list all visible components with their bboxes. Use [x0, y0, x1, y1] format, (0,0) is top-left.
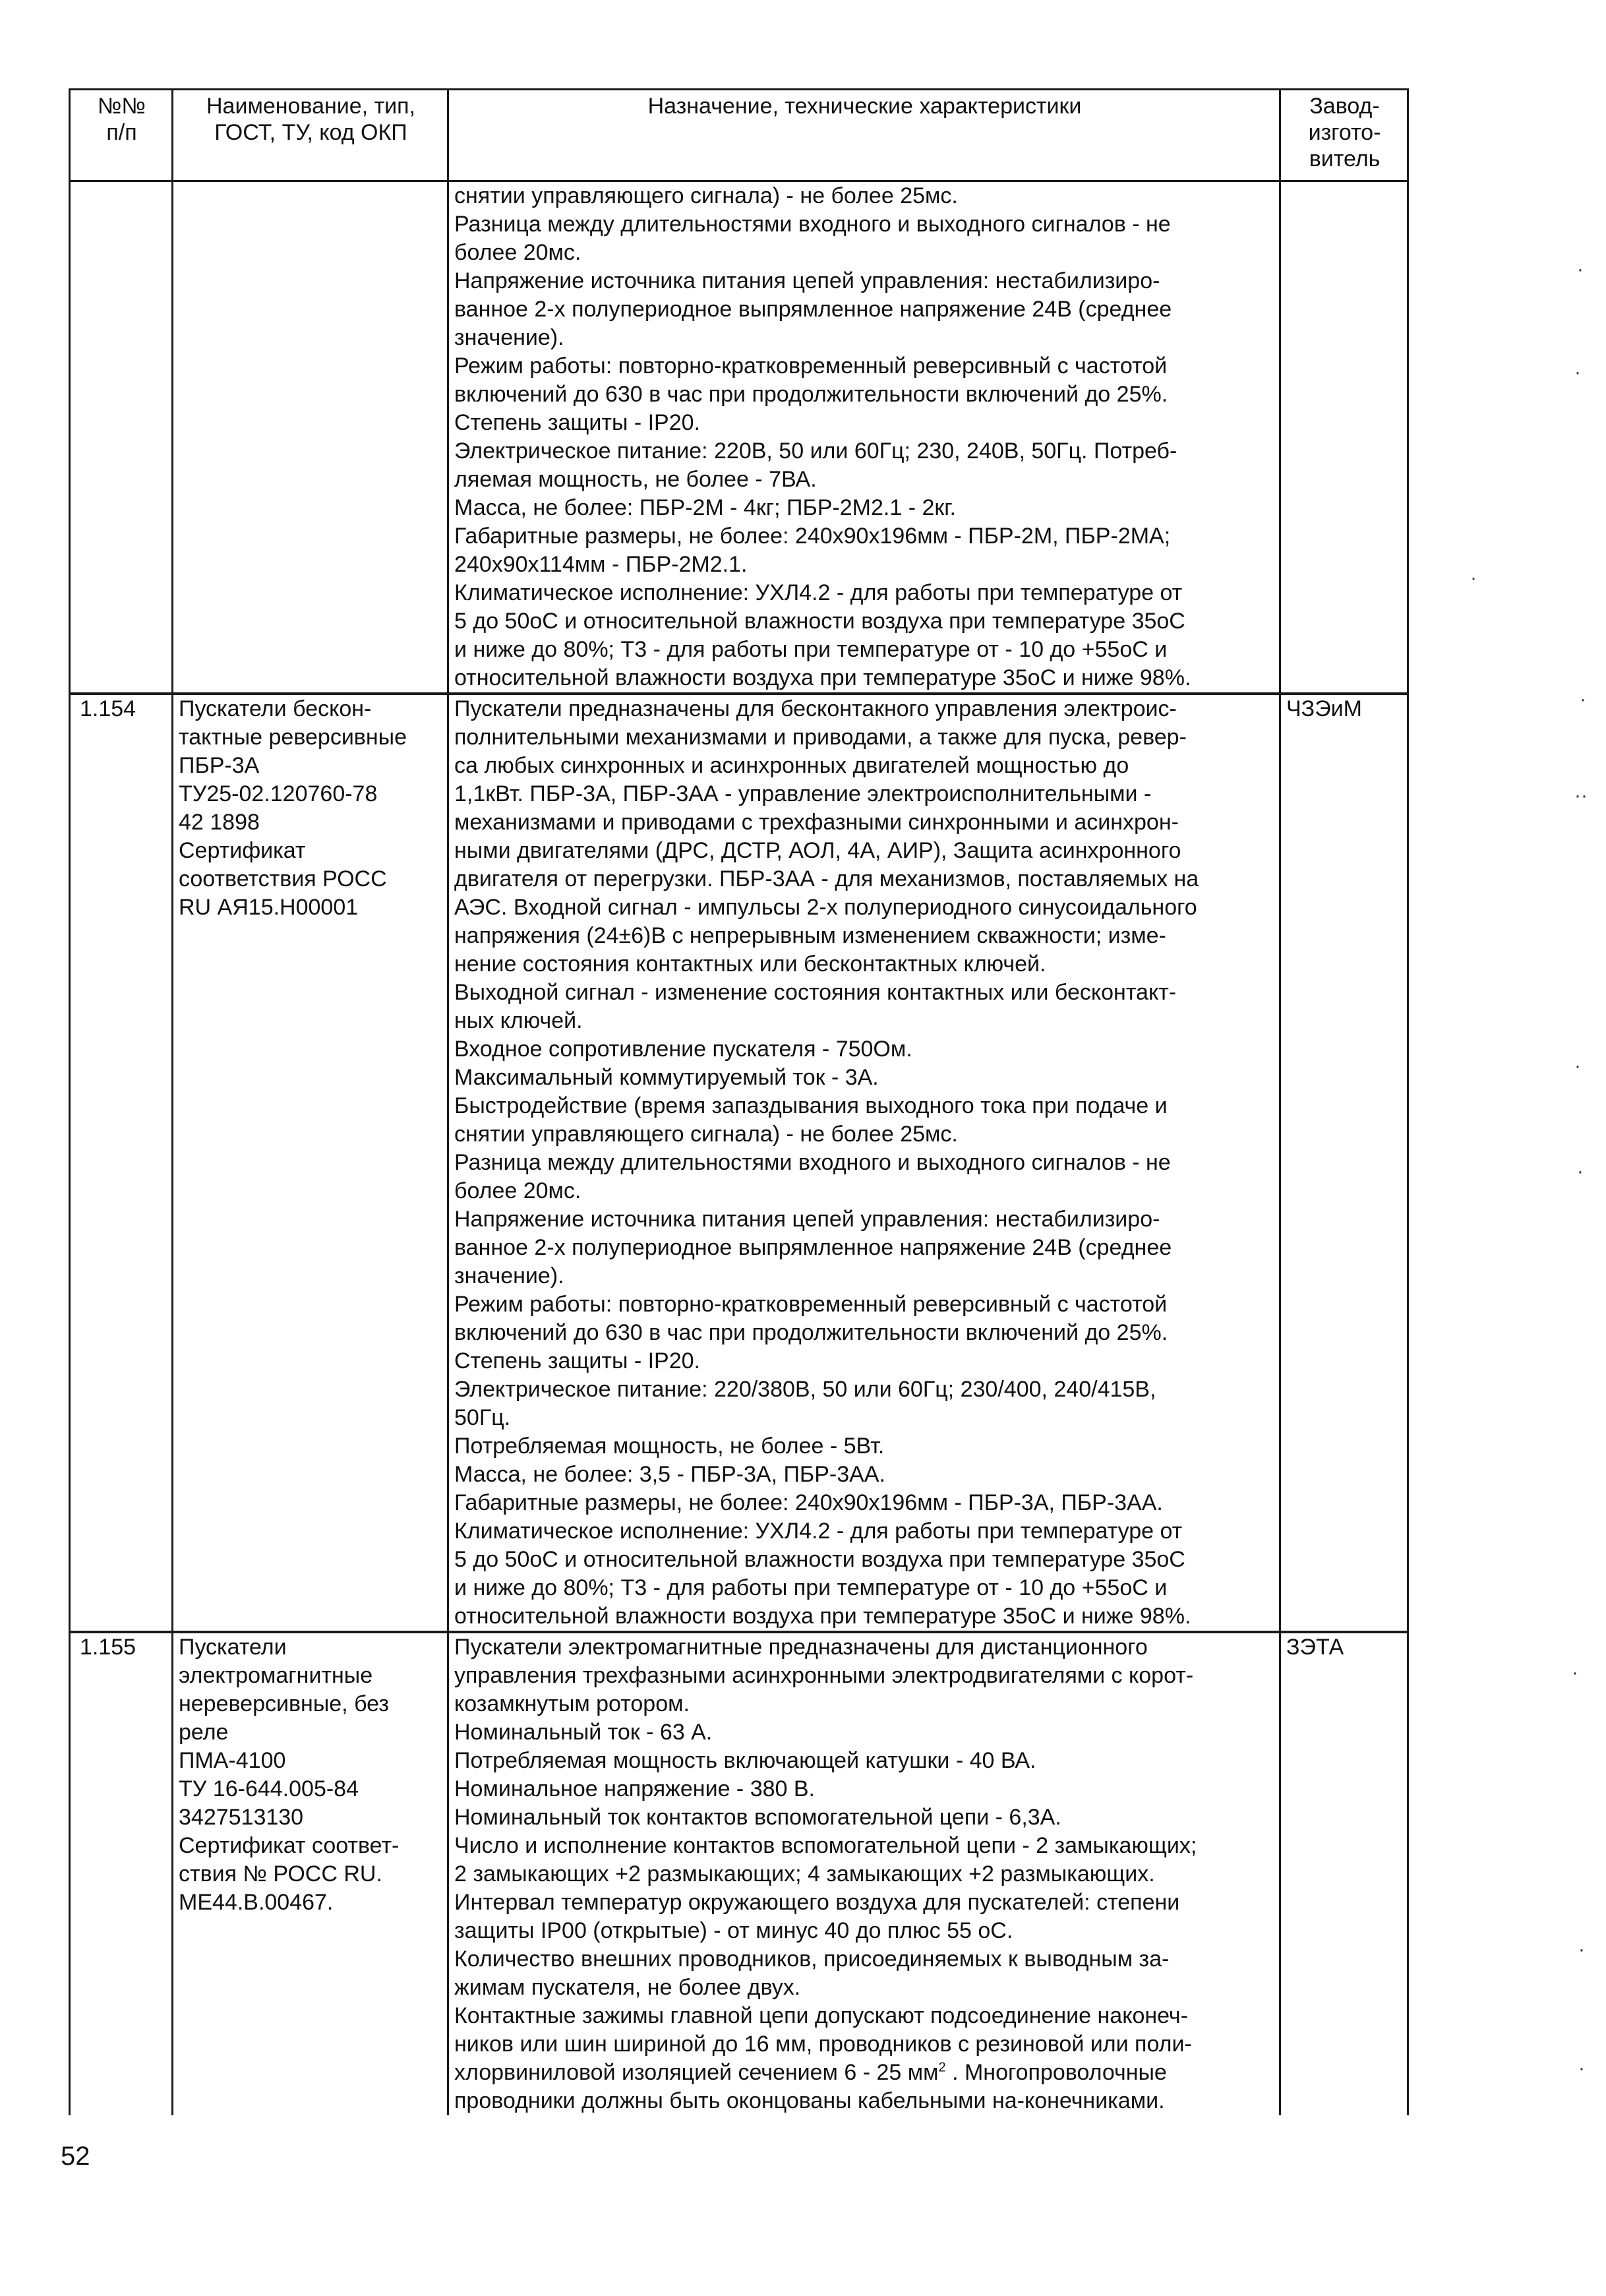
table-row-continuation	[70, 181, 1408, 694]
scan-speck: ·	[1577, 1161, 1584, 1182]
table-header-row	[70, 90, 1408, 181]
table-row-1-154	[70, 694, 1408, 1632]
row-num: 1.154	[70, 694, 173, 1632]
row-name: Пускатели бескон- тактные реверсивные ПБР-3А ТУ25-02.120760-78 42 1898 Сертификат соответствия РОСС RU АЯ15.Н00001	[173, 694, 448, 1632]
desc-line-with-superscript: хлорвиниловой изоляцией сечением 6 - 25 $мм^2$ . Многопроволочные	[454, 2060, 1167, 2085]
scan-speck: ·	[1470, 567, 1477, 589]
scan-speck: ·	[1578, 1939, 1585, 1960]
row-desc: Пускатели предназначены для бесконтакного управления электроис- полнительными механизмами и приводами, а также для пуска, ревер- са любых синхронных и асинхронных двигателей мощностью до 1,1кВт. ПБР-3А, ПБР-3АА - управление электроисполнительными - механизмами и приводами с трехфазными синхронными и асинхрон- ными двигателями (ДРС, ДСТР, АОЛ, 4А, АИР), Защита асинхронного двигателя от перегрузки. ПБР-3АА - для механизмов, поставляемых на АЭС. Входной сигнал - импульсы 2-х полупериодного синусоидального напряжения (24±6)В с непрерывным изменением скважности; изме- нение состояния контактных или бесконтактных ключей. Выходной сигнал - изменение состояния контактных или бесконтакт- ных ключей. Входное сопротивление пускателя - 750Ом. Максимальный коммутируемый ток - 3А. Быстродействие (время запаздывания выходного тока при подаче и снятии управляющего сигнала) - не более 25мс. Разница между длительностями входного и выходного сигналов - не более 20мс. Напряжение источника питания цепей управления: нестабилизиро- ванное 2-х полупериодное выпрямленное напряжение 24В (среднее значение). Режим работы: повторно-кратковременный реверсивный с частотой включений до 630 в час при продолжительности включений до 25%. Степень защиты - IP20. Электрическое питание: 220/380В, 50 или 60Гц; 230/400, 240/415В, 50Гц. Потребляемая мощность, не более - 5Вт. Масса, не более: 3,5 - ПБР-3А, ПБР-3АА. Габаритные размеры, не более: 240х90х196мм - ПБР-3А, ПБР-3АА. Климатическое исполнение: УХЛ4.2 - для работы при температуре от 5 до 50оС и относительной влажности воздуха при температуре 35оС и ниже до 80%; Т3 - для работы при температуре от - 10 до +55оС и относительной влажности воздуха при температуре 35оС и ниже 98%.	[448, 694, 1280, 1632]
header-num: №№ п/п	[70, 90, 173, 181]
row-desc: снятии управляющего сигнала) - не более 25мс. Разница между длительностями входного и выходного сигналов - не более 20мс. Напряжение источника питания цепей управления: нестабилизиро- ванное 2-х полупериодное выпрямленное напряжение 24В (среднее значение). Режим работы: повторно-кратковременный реверсивный с частотой включений до 630 в час при продолжительности включений до 25%. Степень защиты - IP20. Электрическое питание: 220В, 50 или 60Гц; 230, 240В, 50Гц. Потреб- ляемая мощность, не более - 7ВА. Масса, не более: ПБР-2М - 4кг; ПБР-2М2.1 - 2кг. Габаритные размеры, не более: 240х90х196мм - ПБР-2М, ПБР-2МА; 240х90х114мм - ПБР-2М2.1. Климатическое исполнение: УХЛ4.2 - для работы при температуре от 5 до 50оС и относительной влажности воздуха при температуре 35оС и ниже до 80%; Т3 - для работы при температуре от - 10 до +55оС и относительной влажности воздуха при температуре 35оС и ниже 98%.	[448, 181, 1280, 694]
row-maker	[1280, 181, 1408, 694]
scan-speck: ·	[1577, 258, 1584, 280]
row-maker: ЧЗЭиМ	[1280, 694, 1408, 1632]
page-number: 52	[61, 2142, 90, 2171]
row-num	[70, 181, 173, 694]
scan-speck: ·	[1574, 361, 1581, 383]
spec-table	[69, 88, 1409, 2115]
superscript: 2	[938, 2060, 946, 2075]
row-num: 1.155	[70, 1632, 173, 2115]
row-desc: Пускатели электромагнитные предназначены для дистанционного управления трехфазными асинхронными электродвигателями с корот- козамкнутым ротором. Номинальный ток - 63 А. Потребляемая мощность включающей катушки - 40 ВА. Номинальное напряжение - 380 В. Номинальный ток контактов вспомогательной цепи - 6,3А. Число и исполнение контактов вспомогательной цепи - 2 замыкающих; 2 замыкающих +2 размыкающих; 4 замыкающих +2 размыкающих. Интервал температур окружающего воздуха для пускателей: степени защиты IP00 (открытые) - от минус 40 до плюс 55 оС. Количество внешних проводников, присоединяемых к выводным за- жимам пускателя, не более двух. Контактные зажимы главной цепи допускают подсоединение наконеч- ников или шин шириной до 16 мм, проводников с резиновой или поли- хлорвиниловой изоляцией сечением 6 - 25 $мм^2$ . Многопроволочные проводники должны быть оконцованы кабельными на-конечниками.	[448, 1632, 1280, 2115]
scan-speck: ·	[1580, 688, 1586, 710]
scan-speck: ·	[1578, 2057, 1585, 2079]
scan-speck: ·	[1572, 1662, 1578, 1683]
header-maker: Завод- изгото- витель	[1280, 90, 1408, 181]
table-row-1-155	[70, 1632, 1408, 2115]
scan-speck: ·	[1574, 1055, 1581, 1077]
row-name: Пускатели электромагнитные нереверсивные, без реле ПМА-4100 ТУ 16-644.005-84 3427513130 Сертификат соответ- ствия № РОСС RU. МЕ44.В.00467.	[173, 1632, 448, 2115]
header-name: Наименование, тип, ГОСТ, ТУ, код ОКП	[173, 90, 448, 181]
row-maker: ЗЭТА	[1280, 1632, 1408, 2115]
scan-speck: ··	[1574, 785, 1588, 806]
row-name	[173, 181, 448, 694]
header-desc: Назначение, технические характеристики	[448, 90, 1280, 181]
